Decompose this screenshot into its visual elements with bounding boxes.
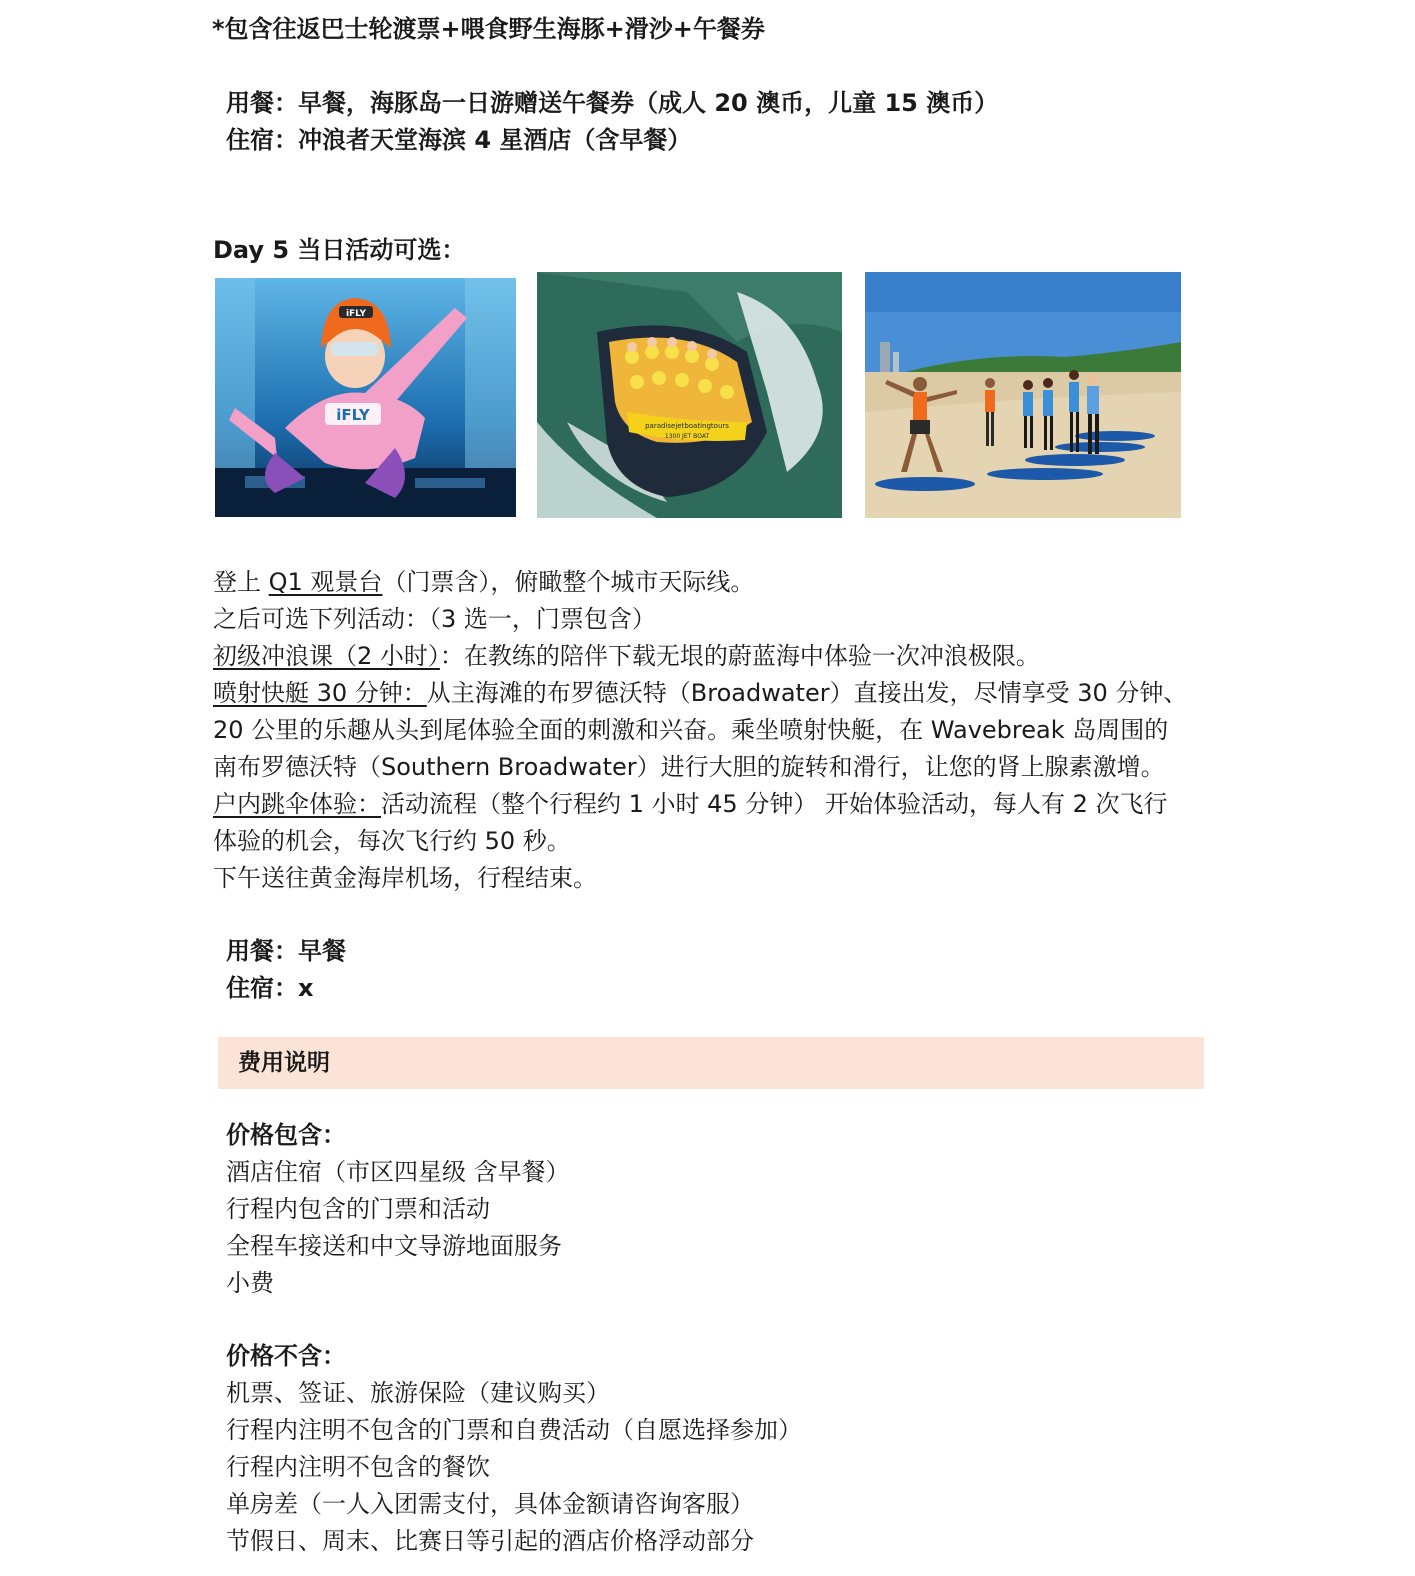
jet-boat-link[interactable]: 喷射快艇 30 分钟： xyxy=(213,679,427,707)
price-excluded-title: 价格不含： xyxy=(226,1342,346,1370)
list-item: 酒店住宿（市区四星级 含早餐） xyxy=(226,1158,570,1186)
list-item: 行程内注明不包含的门票和自费活动（自愿选择参加） xyxy=(226,1416,802,1444)
stay-line-day4: 住宿：冲浪者天堂海滨 4 星酒店（含早餐） xyxy=(226,126,692,154)
list-item: 全程车接送和中文导游地面服务 xyxy=(226,1232,562,1260)
meals-line-day4: 用餐：早餐，海豚岛一日游赠送午餐券（成人 20 澳币，儿童 15 澳币） xyxy=(226,89,999,117)
surf-lesson-paragraph xyxy=(213,639,1040,673)
meals-line-day5: 用餐：早餐 xyxy=(226,937,346,965)
fees-section-band xyxy=(218,1037,1204,1089)
price-included-title: 价格包含： xyxy=(226,1121,346,1149)
day5-heading: Day 5 当日活动可选： xyxy=(213,236,466,264)
jet-boat-paragraph xyxy=(213,676,1187,710)
indoor-skydiving-photo xyxy=(215,278,516,517)
q1-post: （门票含），俯瞰整个城市天际线。 xyxy=(382,568,755,596)
surf-lesson-desc: ：在教练的陪伴下载无垠的蔚蓝海中体验一次冲浪极限。 xyxy=(439,642,1040,670)
jet-boat-desc: 从主海滩的布罗德沃特（Broadwater）直接出发，尽情享受 30 分钟、 xyxy=(426,679,1188,707)
q1-paragraph xyxy=(213,565,754,599)
surf-lesson-beach-photo xyxy=(865,272,1181,518)
stay-line-day5: 住宿：x xyxy=(226,974,314,1002)
fees-section-title: 费用说明 xyxy=(238,1050,330,1076)
list-item: 单房差（一人入团需支付，具体金额请咨询客服） xyxy=(226,1490,754,1518)
surf-lesson-link[interactable]: 初级冲浪课（2 小时） xyxy=(213,642,440,670)
includes-note: *包含往返巴士轮渡票+喂食野生海豚+滑沙+午餐券 xyxy=(212,15,765,43)
skydiving-link[interactable]: 户内跳伞体验： xyxy=(213,790,381,818)
helmet-logo-text: iFLY xyxy=(345,309,367,319)
jet-boat-desc-2: 20 公里的乐趣从头到尾体验全面的刺激和兴奋。乘坐喷射快艇，在 Wavebreak 岛周围的 xyxy=(213,716,1169,744)
options-intro: 之后可选下列活动：（3 选一，门票包含） xyxy=(213,605,656,633)
list-item: 小费 xyxy=(226,1269,274,1297)
jet-boat-desc-3: 南布罗德沃特（Southern Broadwater）进行大胆的旋转和滑行，让您的肾上腺素激增。 xyxy=(213,753,1165,781)
q1-observation-deck-link[interactable]: Q1 观景台 xyxy=(268,568,383,596)
boat-hull-text: paradisejetboatingtours xyxy=(645,422,729,430)
list-item: 行程内包含的门票和活动 xyxy=(226,1195,490,1223)
shirt-logo-text: iFLY xyxy=(336,406,370,424)
airport-transfer-line: 下午送往黄金海岸机场，行程结束。 xyxy=(213,864,597,892)
skydiving-desc-2: 体验的机会，每次飞行约 50 秒。 xyxy=(213,827,571,855)
q1-pre: 登上 xyxy=(213,568,269,596)
list-item: 行程内注明不包含的餐饮 xyxy=(226,1453,490,1481)
skydiving-paragraph xyxy=(213,787,1167,821)
list-item: 机票、签证、旅游保险（建议购买） xyxy=(226,1379,610,1407)
list-item: 节假日、周末、比赛日等引起的酒店价格浮动部分 xyxy=(226,1527,754,1555)
boat-phone-text: 1300 JET BOAT xyxy=(664,433,710,440)
skydiving-desc: 活动流程（整个行程约 1 小时 45 分钟） 开始体验活动，每人有 2 次飞行 xyxy=(381,790,1168,818)
jet-boat-photo xyxy=(537,272,842,518)
